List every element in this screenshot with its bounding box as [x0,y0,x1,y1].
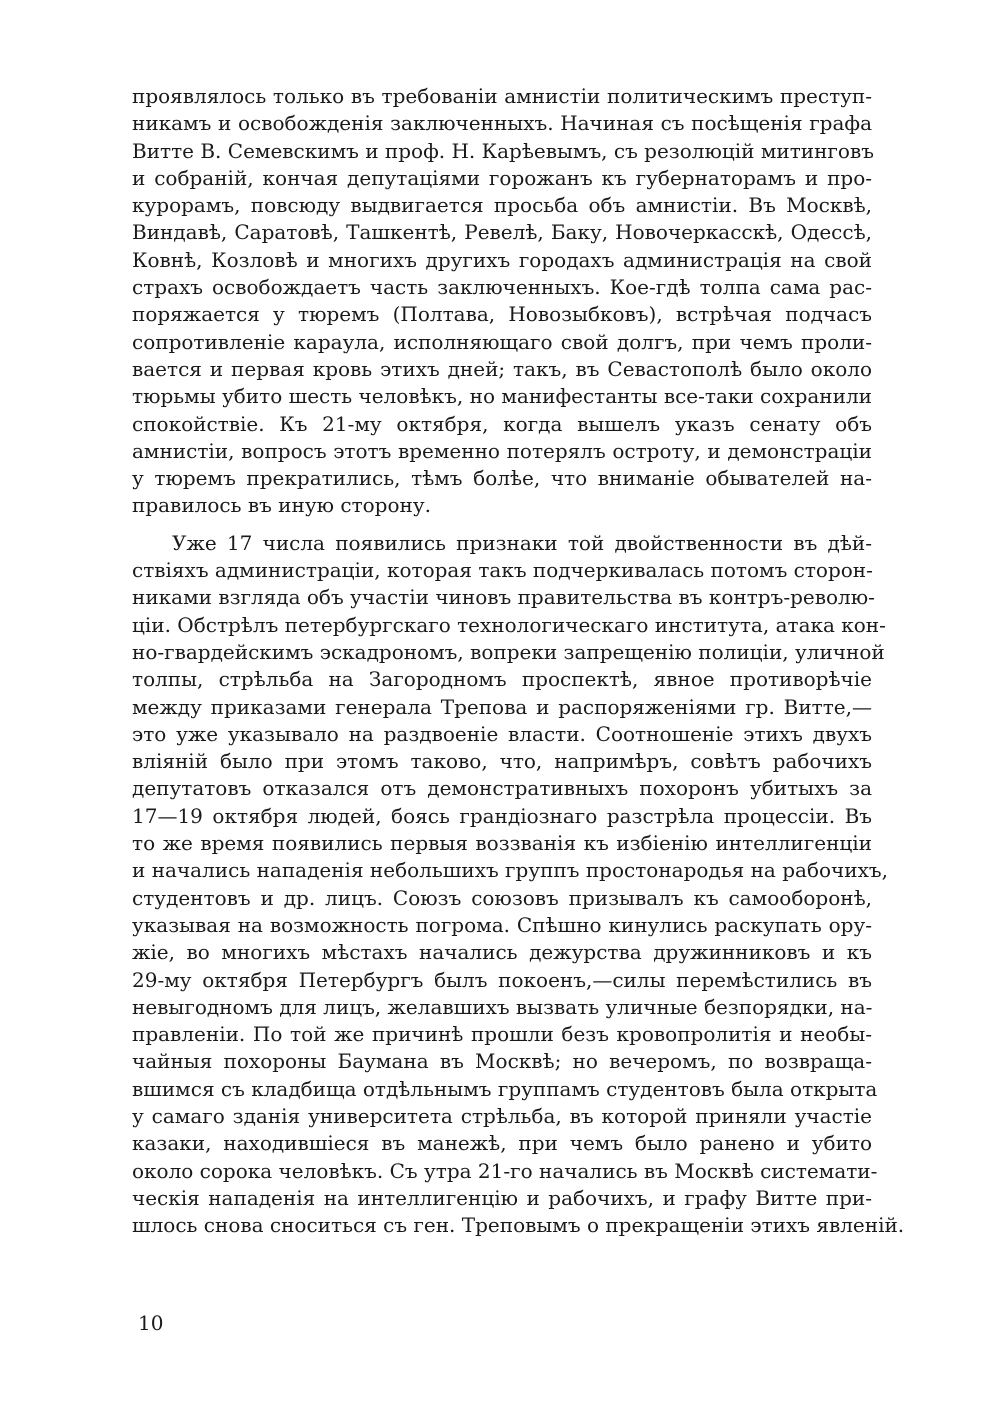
text-line: вается и первая кровь этихъ дней; такъ, въ Севастополѣ было около [132,356,872,381]
text-line: Виндавѣ, Саратовѣ, Ташкентѣ, Ревелѣ, Баку, Новочеркасскѣ, Одессѣ, [132,220,872,245]
text-line: Уже 17 числа появились признаки той двойственности въ дѣй- [172,530,872,555]
text-line: страхъ освобождаетъ часть заключенныхъ. Кое-гдѣ толпа сама рас- [132,275,872,300]
text-line: тюрьмы убито шесть человѣкъ, но манифестанты все-таки сохранили [132,384,872,409]
text-line: но-гвардейскимъ эскадрономъ, вопреки запрещенію полиціи, уличной [132,639,885,664]
text-line: вліяній было при этомъ таково, что, напримѣръ, совѣтъ рабочихъ [132,749,872,774]
text-line: Ковнѣ, Козловѣ и многихъ другихъ городахъ администрація на свой [132,247,872,272]
text-line: спокойствіе. Къ 21-му октября, когда вышелъ указъ сенату объ [132,411,872,436]
text-line: ціи. Обстрѣлъ петербургскаго технологическаго института, атака кон- [132,612,886,637]
text-line: амнистіи, вопросъ этотъ временно потерялъ остроту, и демонстраціи [132,438,872,463]
text-line: чайныя похороны Баумана въ Москвѣ; но вечеромъ, по возвраща- [132,1049,872,1074]
page-number: 10 [138,1311,164,1335]
text-line: 17—19 октября людей, боясь грандіознаго разстрѣла процессіи. Въ [132,803,872,828]
text-line: сопротивленіе караула, исполняющаго свой долгъ, при чемъ проли- [132,329,872,354]
text-line: у тюремъ прекратились, тѣмъ болѣе, что вниманіе обывателей на- [132,466,872,491]
text-line: между приказами генерала Трепова и распоряженіями гр. Витте,— [132,694,872,719]
text-line: депутатовъ отказался отъ демонстративныхъ похоронъ убитыхъ за [132,776,872,801]
text-line: указывая на возможность погрома. Спѣшно кинулись раскупать ору- [132,912,872,937]
text-line: вшимся съ кладбища отдѣльнымъ группамъ студентовъ была открыта [132,1076,878,1101]
text-line: никамъ и освобожденія заключенныхъ. Начиная съ посѣщенія графа [132,111,872,136]
text-line: Витте В. Семевскимъ и проф. Н. Карѣевымъ, съ резолюцій митинговъ [132,138,874,163]
body-text [132,83,905,1239]
text-line: поряжается у тюремъ (Полтава, Новозыбковъ), встрѣчая подчасъ [132,302,872,327]
text-line: ствіяхъ администраціи, которая такъ подчеркивалась потомъ сторон- [132,558,873,583]
text-line: правленіи. По той же причинѣ прошли безъ кровопролитія и необы- [132,1022,872,1047]
paragraph-2 [132,530,905,1240]
text-line: никами взгляда объ участіи чиновъ правительства въ контръ-револю- [132,585,875,610]
text-line: жіе, во многихъ мѣстахъ начались дежурства дружинниковъ и къ [132,940,872,965]
text-line: ческія нападенія на интеллигенцію и рабочихъ, и графу Витте при- [132,1185,872,1210]
text-line: правилось въ иную сторону. [132,493,431,518]
paragraph-gap [132,520,872,530]
text-line: студентовъ и др. лицъ. Союзъ союзовъ призывалъ къ самооборонѣ, [132,885,872,910]
text-line: казаки, находившіеся въ манежѣ, при чемъ было ранено и убито [132,1131,872,1156]
text-line: курорамъ, повсюду выдвигается просьба объ амнистіи. Въ Москвѣ, [132,193,872,218]
text-line: и собраній, кончая депутаціями горожанъ къ губернаторамъ и про- [132,165,872,190]
text-line: шлось снова сноситься съ ген. Треповымъ о прекращеніи этихъ явленій. [132,1213,905,1238]
text-line: 29-му октября Петербургъ былъ покоенъ,—силы перемѣстились въ [132,967,872,992]
text-line: у самаго зданія университета стрѣльба, въ которой приняли участіе [132,1103,872,1128]
text-line: то же время появились первыя воззванія къ избіенію интеллигенціи [132,831,872,856]
text-line: толпы, стрѣльба на Загородномъ проспектѣ, явное противорѣчіе [132,667,872,692]
text-line: проявлялось только въ требованіи амнистіи политическимъ преступ- [132,84,872,108]
text-line: и начались нападенія небольшихъ группъ простонародья на рабочихъ, [132,858,888,883]
text-line: это уже указывало на раздвоеніе власти. Соотношеніе этихъ двухъ [132,721,872,746]
text-line: около сорока человѣкъ. Съ утра 21-го начались въ Москвѣ системати- [132,1158,878,1183]
paragraph-1 [132,83,872,520]
text-line: невыгодномъ для лицъ, желавшихъ вызвать уличные безпорядки, на- [132,994,873,1019]
